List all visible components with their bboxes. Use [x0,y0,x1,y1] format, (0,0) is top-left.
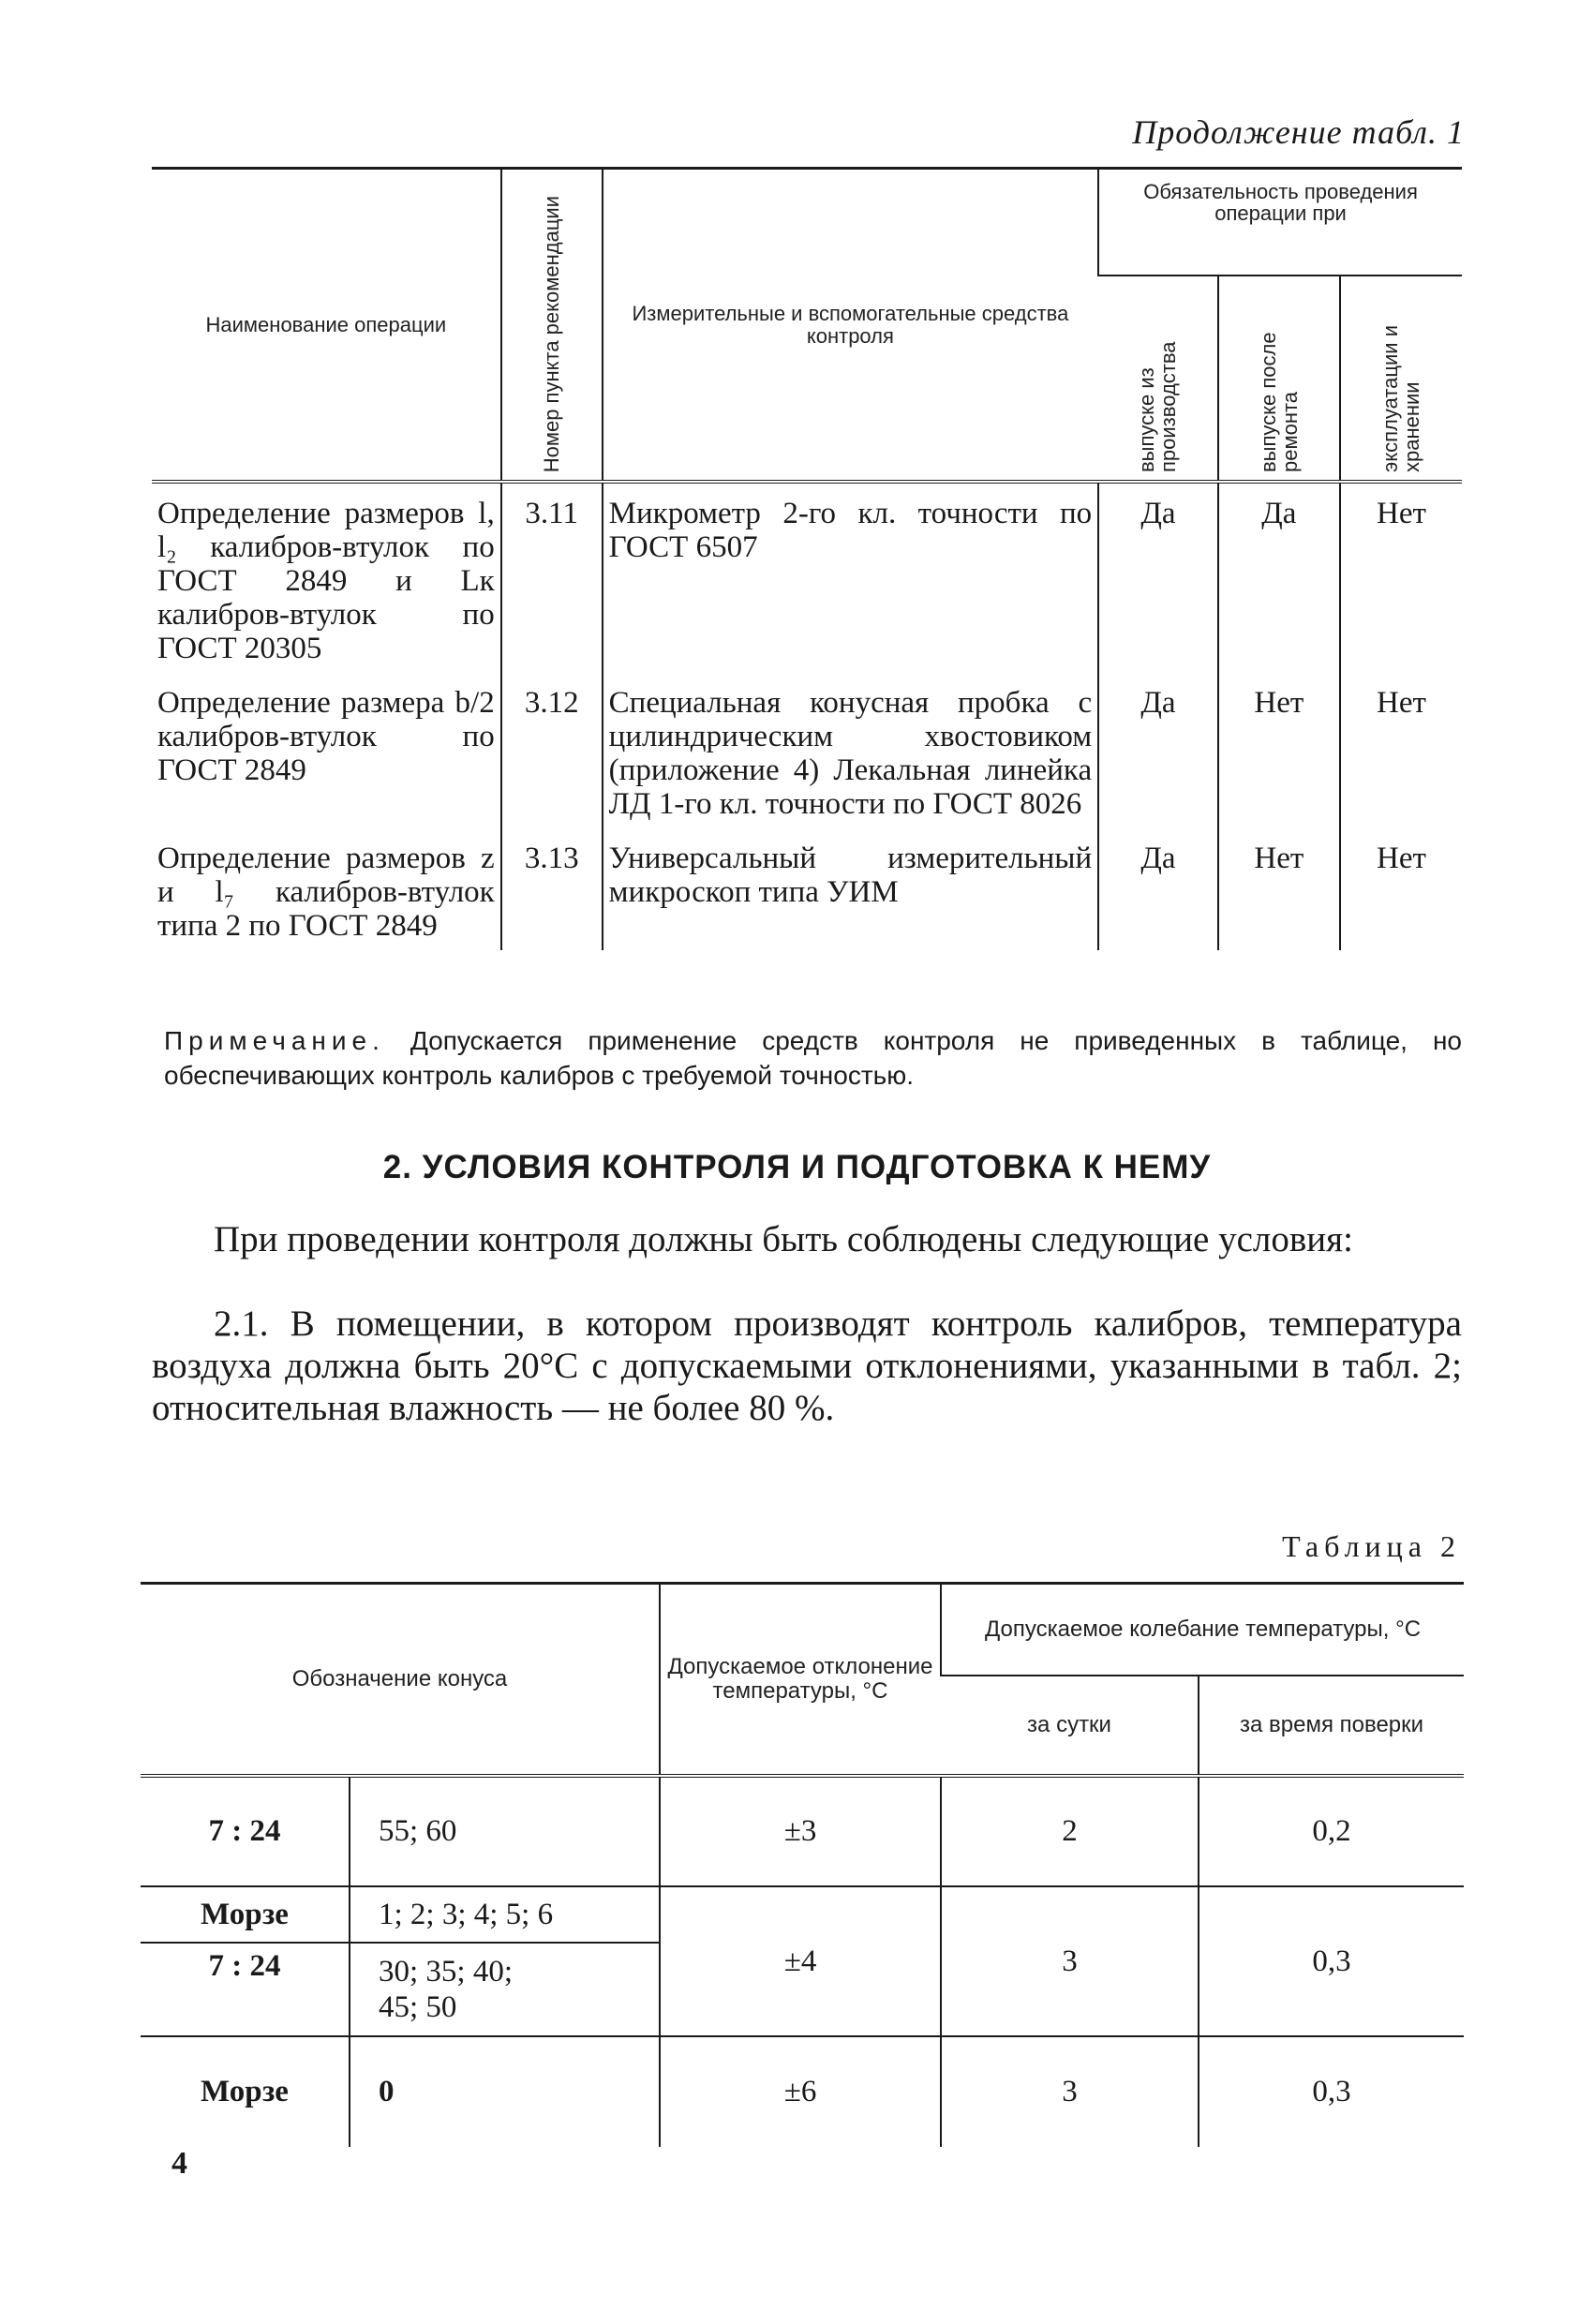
t1-cell-means: Специальная конусная пробка с цилиндрическим хвостовиком (приложение 4) Лекальная линейка ЛД 1-го кл. точности по ГОСТ 8026 [603,673,1098,828]
t2-cell-sizes: 30; 35; 40; 45; 50 [350,1943,660,2036]
t2-cell-cone: Морзе [201,2075,289,2108]
t1-cell-item: 3.13 [501,828,603,950]
t2-header-fluctuation: Допускаемое колебание температуры, °С [941,1584,1464,1676]
t1-cell-from-production: Да [1098,828,1218,950]
t2-cell-during-check: 0,3 [1199,1886,1464,2036]
t2-cell-per-day: 2 [941,1776,1199,1886]
table-1 [152,167,1462,950]
t1-cell-from-production: Да [1098,482,1218,673]
t1-cell-operation-storage: Нет [1340,673,1462,828]
t1-header-from-production: выпуске из производства [1098,276,1218,482]
table-row [141,1886,1464,1943]
t2-cell-cone: Морзе [141,1886,350,1943]
t1-cell-item: 3.12 [501,673,603,828]
t1-cell-name: Определение размеров z и l₇ калибров-втулок типа 2 по ГОСТ 2849 [157,842,495,944]
t2-cell-deviation: ±4 [660,1886,941,2036]
t1-header-after-repair: выпуске после ремонта [1218,276,1340,482]
t2-cell-sizes: 55; 60 [350,1776,660,1886]
t1-cell-from-production: Да [1098,673,1218,828]
table-2 [141,1582,1464,2147]
continuation-title: Продолжение табл. 1 [1132,113,1465,151]
t2-cell-per-day: 3 [941,2036,1199,2147]
t1-cell-means: Универсальный измерительный микроскоп типа УИМ [603,828,1098,950]
paragraph-conditions: При проведении контроля должны быть соблюдены следующие условия: [214,1219,1353,1259]
t2-cell-sizes: 0 [350,2036,660,2147]
t1-header-mandatory: Обязательность проведения операции при [1098,169,1462,276]
table-row [152,828,1462,950]
t2-header-per-day: за сутки [941,1676,1199,1776]
t2-header-deviation: Допускаемое отклонение температуры, °С [660,1584,941,1777]
t1-cell-after-repair: Нет [1218,673,1340,828]
t2-header-cone: Обозначение конуса [141,1584,660,1777]
page-number: 4 [171,2146,187,2181]
t2-cell-per-day: 3 [941,1886,1199,2036]
t2-cell-cone: 7 : 24 [141,1776,350,1886]
t1-cell-name: Определение размеров l, l₂ калибров-втулок по ГОСТ 2849 и Lк калибров-втулок по ГОСТ 20305 [157,497,495,666]
t2-cell-cone: 7 : 24 [141,1943,350,2036]
section-title: 2. УСЛОВИЯ КОНТРОЛЯ И ПОДГОТОВКА К НЕМУ [382,1149,1212,1185]
t1-header-operation-storage: эксплуатации и хранении [1340,276,1462,482]
table-row [141,1776,1464,1886]
paragraph-2-1: 2.1. В помещении, в котором производят контроль калибров, температура воздуха должна быть 20°С с допускаемыми отклонениями, указанными в табл. 2; относительная влажность — не более 80 %. [152,1304,1462,1428]
t1-cell-after-repair: Да [1218,482,1340,673]
t2-cell-during-check: 0,3 [1199,2036,1464,2147]
t1-cell-means: Микрометр 2-го кл. точности по ГОСТ 6507 [603,482,1098,673]
t1-cell-name: Определение размера b/2 калибров-втулок по ГОСТ 2849 [157,686,495,788]
t2-cell-deviation: ±6 [660,2036,941,2147]
t2-cell-sizes: 1; 2; 3; 4; 5; 6 [350,1886,660,1943]
table-row [152,673,1462,828]
t2-cell-deviation: ±3 [660,1776,941,1886]
table-row [141,2036,1464,2147]
t1-header-operation: Наименование операции [152,169,501,483]
note-label: Примечание. [164,1026,385,1055]
t1-header-means: Измерительные и вспомогательные средства контроля [603,169,1098,483]
t1-header-item: Номер пункта рекомендации [501,169,603,483]
table-row [152,482,1462,673]
t1-cell-after-repair: Нет [1218,828,1340,950]
t2-cell-during-check: 0,2 [1199,1776,1464,1886]
table-note [164,1023,1462,1093]
t2-header-during-check: за время поверки [1199,1676,1464,1776]
t1-cell-operation-storage: Нет [1340,828,1462,950]
t1-cell-operation-storage: Нет [1340,482,1462,673]
table-2-caption: Таблица 2 [1282,1529,1461,1563]
t1-cell-item: 3.11 [501,482,603,673]
note-text: Допускается применение средств контроля не приведенных в таблице, но обеспечивающих контроль калибров с требуемой точностью. [164,1026,1462,1090]
